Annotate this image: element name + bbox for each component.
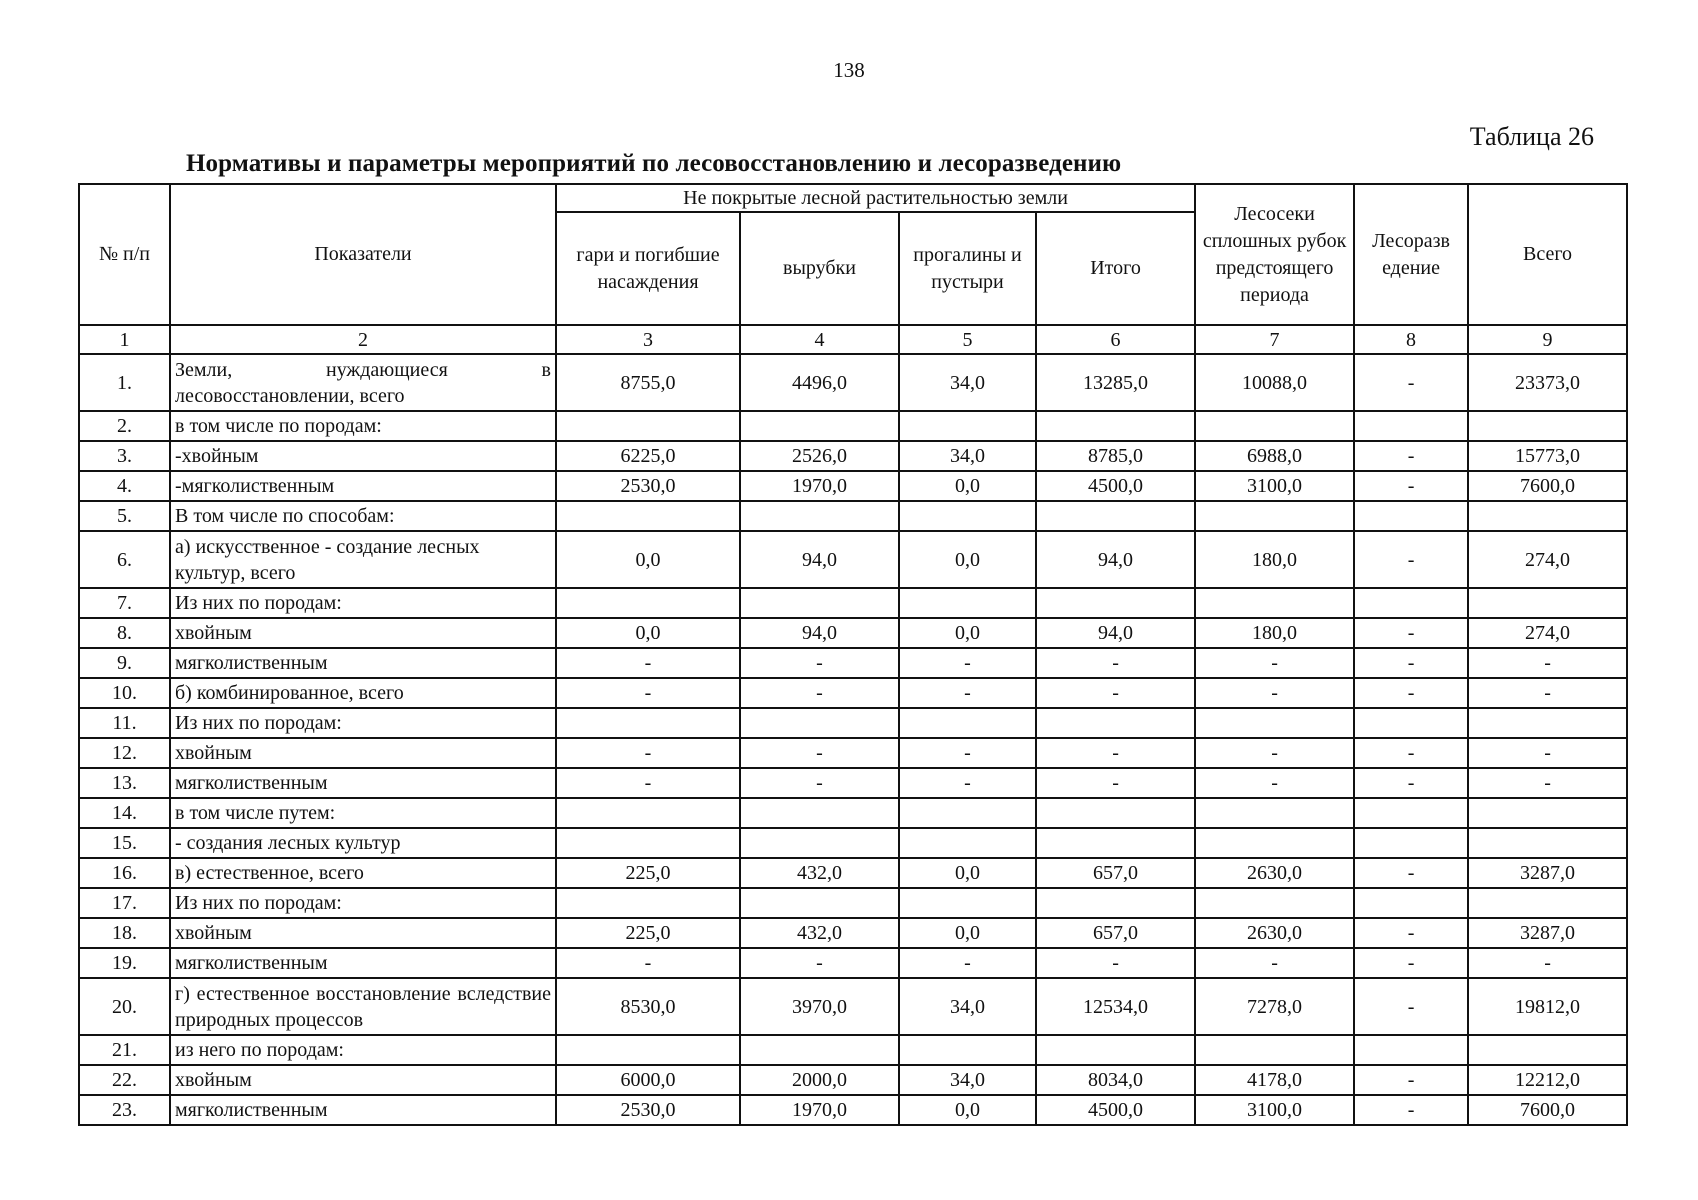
cell-value <box>1195 411 1354 441</box>
cell-value <box>1354 828 1468 858</box>
cell-value <box>1354 411 1468 441</box>
cell-value <box>1468 588 1627 618</box>
cell-value: 274,0 <box>1468 531 1627 588</box>
cell-value: - <box>1354 618 1468 648</box>
row-number: 1. <box>79 354 170 411</box>
cell-value: 0,0 <box>899 1095 1036 1125</box>
cell-value: 0,0 <box>556 531 740 588</box>
cell-value <box>556 588 740 618</box>
cell-value: 0,0 <box>556 618 740 648</box>
cell-value <box>1036 828 1195 858</box>
cell-value: - <box>1354 1095 1468 1125</box>
row-number: 22. <box>79 1065 170 1095</box>
row-number: 15. <box>79 828 170 858</box>
cell-value: - <box>740 648 899 678</box>
cell-value: - <box>899 678 1036 708</box>
cell-value: - <box>1036 738 1195 768</box>
cell-value: 0,0 <box>899 531 1036 588</box>
cell-value: - <box>1354 354 1468 411</box>
row-label: Из них по породам: <box>170 708 556 738</box>
cell-value: 274,0 <box>1468 618 1627 648</box>
cell-value: - <box>1468 948 1627 978</box>
header-logging: Лесосеки сплошных рубок предстоящего периода <box>1195 184 1354 325</box>
cell-value: - <box>1036 768 1195 798</box>
cell-value: 180,0 <box>1195 618 1354 648</box>
row-number: 12. <box>79 738 170 768</box>
cell-value: 2530,0 <box>556 1095 740 1125</box>
cell-value: - <box>1036 678 1195 708</box>
cell-value <box>1468 798 1627 828</box>
cell-value <box>1195 798 1354 828</box>
cell-value <box>1468 501 1627 531</box>
cell-value: 7600,0 <box>1468 471 1627 501</box>
cell-value: 12212,0 <box>1468 1065 1627 1095</box>
cell-value: 2000,0 <box>740 1065 899 1095</box>
cell-value: 0,0 <box>899 618 1036 648</box>
table-row <box>79 441 1627 471</box>
cell-value <box>1036 501 1195 531</box>
cell-value: 8034,0 <box>1036 1065 1195 1095</box>
cell-value: - <box>1354 978 1468 1035</box>
header-clearings: вырубки <box>740 212 899 325</box>
cell-value <box>1036 798 1195 828</box>
row-label: Земли, нуждающиеся в лесовосстановлении, всего <box>170 354 556 411</box>
row-number: 4. <box>79 471 170 501</box>
cell-value: - <box>740 738 899 768</box>
cell-value <box>899 828 1036 858</box>
cell-value <box>740 1035 899 1065</box>
table-row <box>79 648 1627 678</box>
row-number: 3. <box>79 441 170 471</box>
cell-value <box>740 411 899 441</box>
cell-value: - <box>556 738 740 768</box>
cell-value <box>1468 708 1627 738</box>
cell-value: - <box>556 678 740 708</box>
cell-value: - <box>1195 738 1354 768</box>
column-number: 1 <box>79 325 170 354</box>
cell-value: - <box>1354 471 1468 501</box>
column-numbers-row <box>79 325 1627 354</box>
cell-value: 8755,0 <box>556 354 740 411</box>
cell-value: - <box>556 768 740 798</box>
row-number: 6. <box>79 531 170 588</box>
cell-value: 34,0 <box>899 441 1036 471</box>
cell-value <box>899 411 1036 441</box>
row-label: мягколиственным <box>170 768 556 798</box>
table-row <box>79 1035 1627 1065</box>
cell-value: 3100,0 <box>1195 471 1354 501</box>
cell-value: - <box>1195 948 1354 978</box>
row-label: хвойным <box>170 1065 556 1095</box>
cell-value: - <box>1354 1065 1468 1095</box>
row-number: 18. <box>79 918 170 948</box>
row-label: хвойным <box>170 738 556 768</box>
cell-value: 6000,0 <box>556 1065 740 1095</box>
cell-value <box>899 501 1036 531</box>
row-number: 2. <box>79 411 170 441</box>
table-row <box>79 978 1627 1035</box>
cell-value: - <box>1354 768 1468 798</box>
cell-value: - <box>1468 678 1627 708</box>
table-row <box>79 678 1627 708</box>
row-number: 10. <box>79 678 170 708</box>
cell-value: 34,0 <box>899 1065 1036 1095</box>
cell-value: 94,0 <box>1036 618 1195 648</box>
table-row <box>79 948 1627 978</box>
cell-value: 2630,0 <box>1195 858 1354 888</box>
row-label: из него по породам: <box>170 1035 556 1065</box>
cell-value: 657,0 <box>1036 858 1195 888</box>
column-number: 4 <box>740 325 899 354</box>
table-row <box>79 828 1627 858</box>
table-row <box>79 918 1627 948</box>
table-row <box>79 738 1627 768</box>
cell-value: - <box>1195 678 1354 708</box>
row-number: 13. <box>79 768 170 798</box>
cell-value <box>1036 708 1195 738</box>
cell-value: 180,0 <box>1195 531 1354 588</box>
column-number: 6 <box>1036 325 1195 354</box>
cell-value: 94,0 <box>740 531 899 588</box>
cell-value: 23373,0 <box>1468 354 1627 411</box>
cell-value: 4500,0 <box>1036 471 1195 501</box>
cell-value <box>1468 1035 1627 1065</box>
cell-value <box>899 708 1036 738</box>
cell-value <box>1195 708 1354 738</box>
header-all: Всего <box>1468 184 1627 325</box>
cell-value: 34,0 <box>899 978 1036 1035</box>
cell-value <box>556 708 740 738</box>
cell-value: - <box>1354 918 1468 948</box>
column-number: 9 <box>1468 325 1627 354</box>
cell-value <box>740 888 899 918</box>
row-number: 5. <box>79 501 170 531</box>
row-number: 7. <box>79 588 170 618</box>
header-uncovered-lands: Не покрытые лесной растительностью земли <box>556 184 1195 212</box>
cell-value: 13285,0 <box>1036 354 1195 411</box>
cell-value: - <box>1354 648 1468 678</box>
table-row <box>79 1065 1627 1095</box>
cell-value <box>899 798 1036 828</box>
cell-value: 34,0 <box>899 354 1036 411</box>
table-row <box>79 768 1627 798</box>
cell-value: 0,0 <box>899 858 1036 888</box>
column-number: 8 <box>1354 325 1468 354</box>
table-row <box>79 618 1627 648</box>
cell-value: 94,0 <box>740 618 899 648</box>
row-number: 9. <box>79 648 170 678</box>
table-row <box>79 858 1627 888</box>
cell-value: 3100,0 <box>1195 1095 1354 1125</box>
cell-value <box>1036 411 1195 441</box>
cell-value: - <box>1036 648 1195 678</box>
row-label: Из них по породам: <box>170 888 556 918</box>
document-title: Нормативы и параметры мероприятий по лесовосстановлению и лесоразведению <box>186 150 1122 177</box>
cell-value: 0,0 <box>899 471 1036 501</box>
cell-value <box>556 1035 740 1065</box>
cell-value: 2526,0 <box>740 441 899 471</box>
cell-value: 7278,0 <box>1195 978 1354 1035</box>
row-number: 17. <box>79 888 170 918</box>
table-row <box>79 354 1627 411</box>
cell-value: - <box>899 738 1036 768</box>
cell-value <box>1468 411 1627 441</box>
header-burnt: гари и погибшие насаждения <box>556 212 740 325</box>
row-label: в) естественное, всего <box>170 858 556 888</box>
cell-value: 19812,0 <box>1468 978 1627 1035</box>
cell-value: 15773,0 <box>1468 441 1627 471</box>
table-row <box>79 798 1627 828</box>
row-label: -хвойным <box>170 441 556 471</box>
cell-value <box>1354 708 1468 738</box>
table-label: Таблица 26 <box>1469 122 1594 151</box>
cell-value: 225,0 <box>556 858 740 888</box>
cell-value: - <box>1354 678 1468 708</box>
cell-value <box>1354 588 1468 618</box>
cell-value: - <box>1354 858 1468 888</box>
row-number: 8. <box>79 618 170 648</box>
cell-value: - <box>740 948 899 978</box>
cell-value: - <box>899 948 1036 978</box>
cell-value <box>1468 828 1627 858</box>
cell-value: - <box>740 678 899 708</box>
cell-value: 0,0 <box>899 918 1036 948</box>
row-number: 19. <box>79 948 170 978</box>
cell-value: 657,0 <box>1036 918 1195 948</box>
row-number: 14. <box>79 798 170 828</box>
cell-value <box>740 828 899 858</box>
row-label: мягколиственным <box>170 948 556 978</box>
cell-value <box>899 888 1036 918</box>
column-number: 7 <box>1195 325 1354 354</box>
cell-value: - <box>899 768 1036 798</box>
cell-value: - <box>1468 768 1627 798</box>
cell-value: 94,0 <box>1036 531 1195 588</box>
row-label: б) комбинированное, всего <box>170 678 556 708</box>
cell-value <box>899 1035 1036 1065</box>
cell-value: 8785,0 <box>1036 441 1195 471</box>
cell-value: - <box>556 648 740 678</box>
cell-value: - <box>1354 738 1468 768</box>
header-indicator: Показатели <box>170 184 556 325</box>
column-number: 2 <box>170 325 556 354</box>
cell-value: - <box>1354 948 1468 978</box>
cell-value <box>1195 828 1354 858</box>
cell-value: 432,0 <box>740 858 899 888</box>
column-number: 3 <box>556 325 740 354</box>
cell-value <box>556 798 740 828</box>
cell-value <box>1195 588 1354 618</box>
cell-value: 7600,0 <box>1468 1095 1627 1125</box>
cell-value <box>556 501 740 531</box>
header-num: № п/п <box>79 184 170 325</box>
row-label: г) естественное восстановление вследствие природных процессов <box>170 978 556 1035</box>
table-row <box>79 888 1627 918</box>
cell-value <box>740 708 899 738</box>
cell-value <box>1036 888 1195 918</box>
row-number: 11. <box>79 708 170 738</box>
cell-value: 225,0 <box>556 918 740 948</box>
cell-value: 432,0 <box>740 918 899 948</box>
cell-value <box>1195 501 1354 531</box>
cell-value <box>1036 588 1195 618</box>
table-row <box>79 1095 1627 1125</box>
table-row <box>79 531 1627 588</box>
cell-value <box>556 828 740 858</box>
cell-value: 4178,0 <box>1195 1065 1354 1095</box>
cell-value: 3970,0 <box>740 978 899 1035</box>
row-label: -мягколиственным <box>170 471 556 501</box>
cell-value: 12534,0 <box>1036 978 1195 1035</box>
norms-table <box>78 183 1628 1126</box>
cell-value: - <box>1195 648 1354 678</box>
row-label: хвойным <box>170 618 556 648</box>
table-row <box>79 411 1627 441</box>
cell-value <box>740 501 899 531</box>
cell-value: 2530,0 <box>556 471 740 501</box>
cell-value: - <box>1195 768 1354 798</box>
table-row <box>79 471 1627 501</box>
table-row <box>79 708 1627 738</box>
cell-value: 3287,0 <box>1468 918 1627 948</box>
row-label: а) искусственное - создание лесных культур, всего <box>170 531 556 588</box>
cell-value: - <box>1468 648 1627 678</box>
row-number: 16. <box>79 858 170 888</box>
cell-value: - <box>1468 738 1627 768</box>
cell-value: 6225,0 <box>556 441 740 471</box>
row-number: 21. <box>79 1035 170 1065</box>
row-label: В том числе по способам: <box>170 501 556 531</box>
row-label: хвойным <box>170 918 556 948</box>
cell-value: 8530,0 <box>556 978 740 1035</box>
cell-value: 4496,0 <box>740 354 899 411</box>
row-number: 23. <box>79 1095 170 1125</box>
cell-value <box>1468 888 1627 918</box>
cell-value: - <box>1036 948 1195 978</box>
cell-value: 1970,0 <box>740 471 899 501</box>
cell-value <box>1354 888 1468 918</box>
cell-value <box>1036 1035 1195 1065</box>
row-label: в том числе по породам: <box>170 411 556 441</box>
column-number: 5 <box>899 325 1036 354</box>
row-number: 20. <box>79 978 170 1035</box>
table-row <box>79 501 1627 531</box>
cell-value: 4500,0 <box>1036 1095 1195 1125</box>
header-afforestation: Лесоразв едение <box>1354 184 1468 325</box>
cell-value <box>1354 501 1468 531</box>
cell-value <box>740 798 899 828</box>
cell-value: 1970,0 <box>740 1095 899 1125</box>
cell-value <box>1354 798 1468 828</box>
cell-value: 10088,0 <box>1195 354 1354 411</box>
row-label: Из них по породам: <box>170 588 556 618</box>
cell-value <box>1195 888 1354 918</box>
header-glades: прогалины и пустыри <box>899 212 1036 325</box>
row-label: мягколиственным <box>170 1095 556 1125</box>
row-label: в том числе путем: <box>170 798 556 828</box>
cell-value <box>899 588 1036 618</box>
cell-value: - <box>740 768 899 798</box>
cell-value: 3287,0 <box>1468 858 1627 888</box>
page-number: 138 <box>833 58 865 82</box>
cell-value: 6988,0 <box>1195 441 1354 471</box>
cell-value <box>556 888 740 918</box>
cell-value <box>740 588 899 618</box>
header-total: Итого <box>1036 212 1195 325</box>
cell-value: - <box>556 948 740 978</box>
cell-value <box>1354 1035 1468 1065</box>
cell-value: 2630,0 <box>1195 918 1354 948</box>
cell-value: - <box>1354 441 1468 471</box>
cell-value: - <box>1354 531 1468 588</box>
row-label: мягколиственным <box>170 648 556 678</box>
cell-value: - <box>899 648 1036 678</box>
cell-value <box>1195 1035 1354 1065</box>
row-label: - создания лесных культур <box>170 828 556 858</box>
cell-value <box>556 411 740 441</box>
table-row <box>79 588 1627 618</box>
